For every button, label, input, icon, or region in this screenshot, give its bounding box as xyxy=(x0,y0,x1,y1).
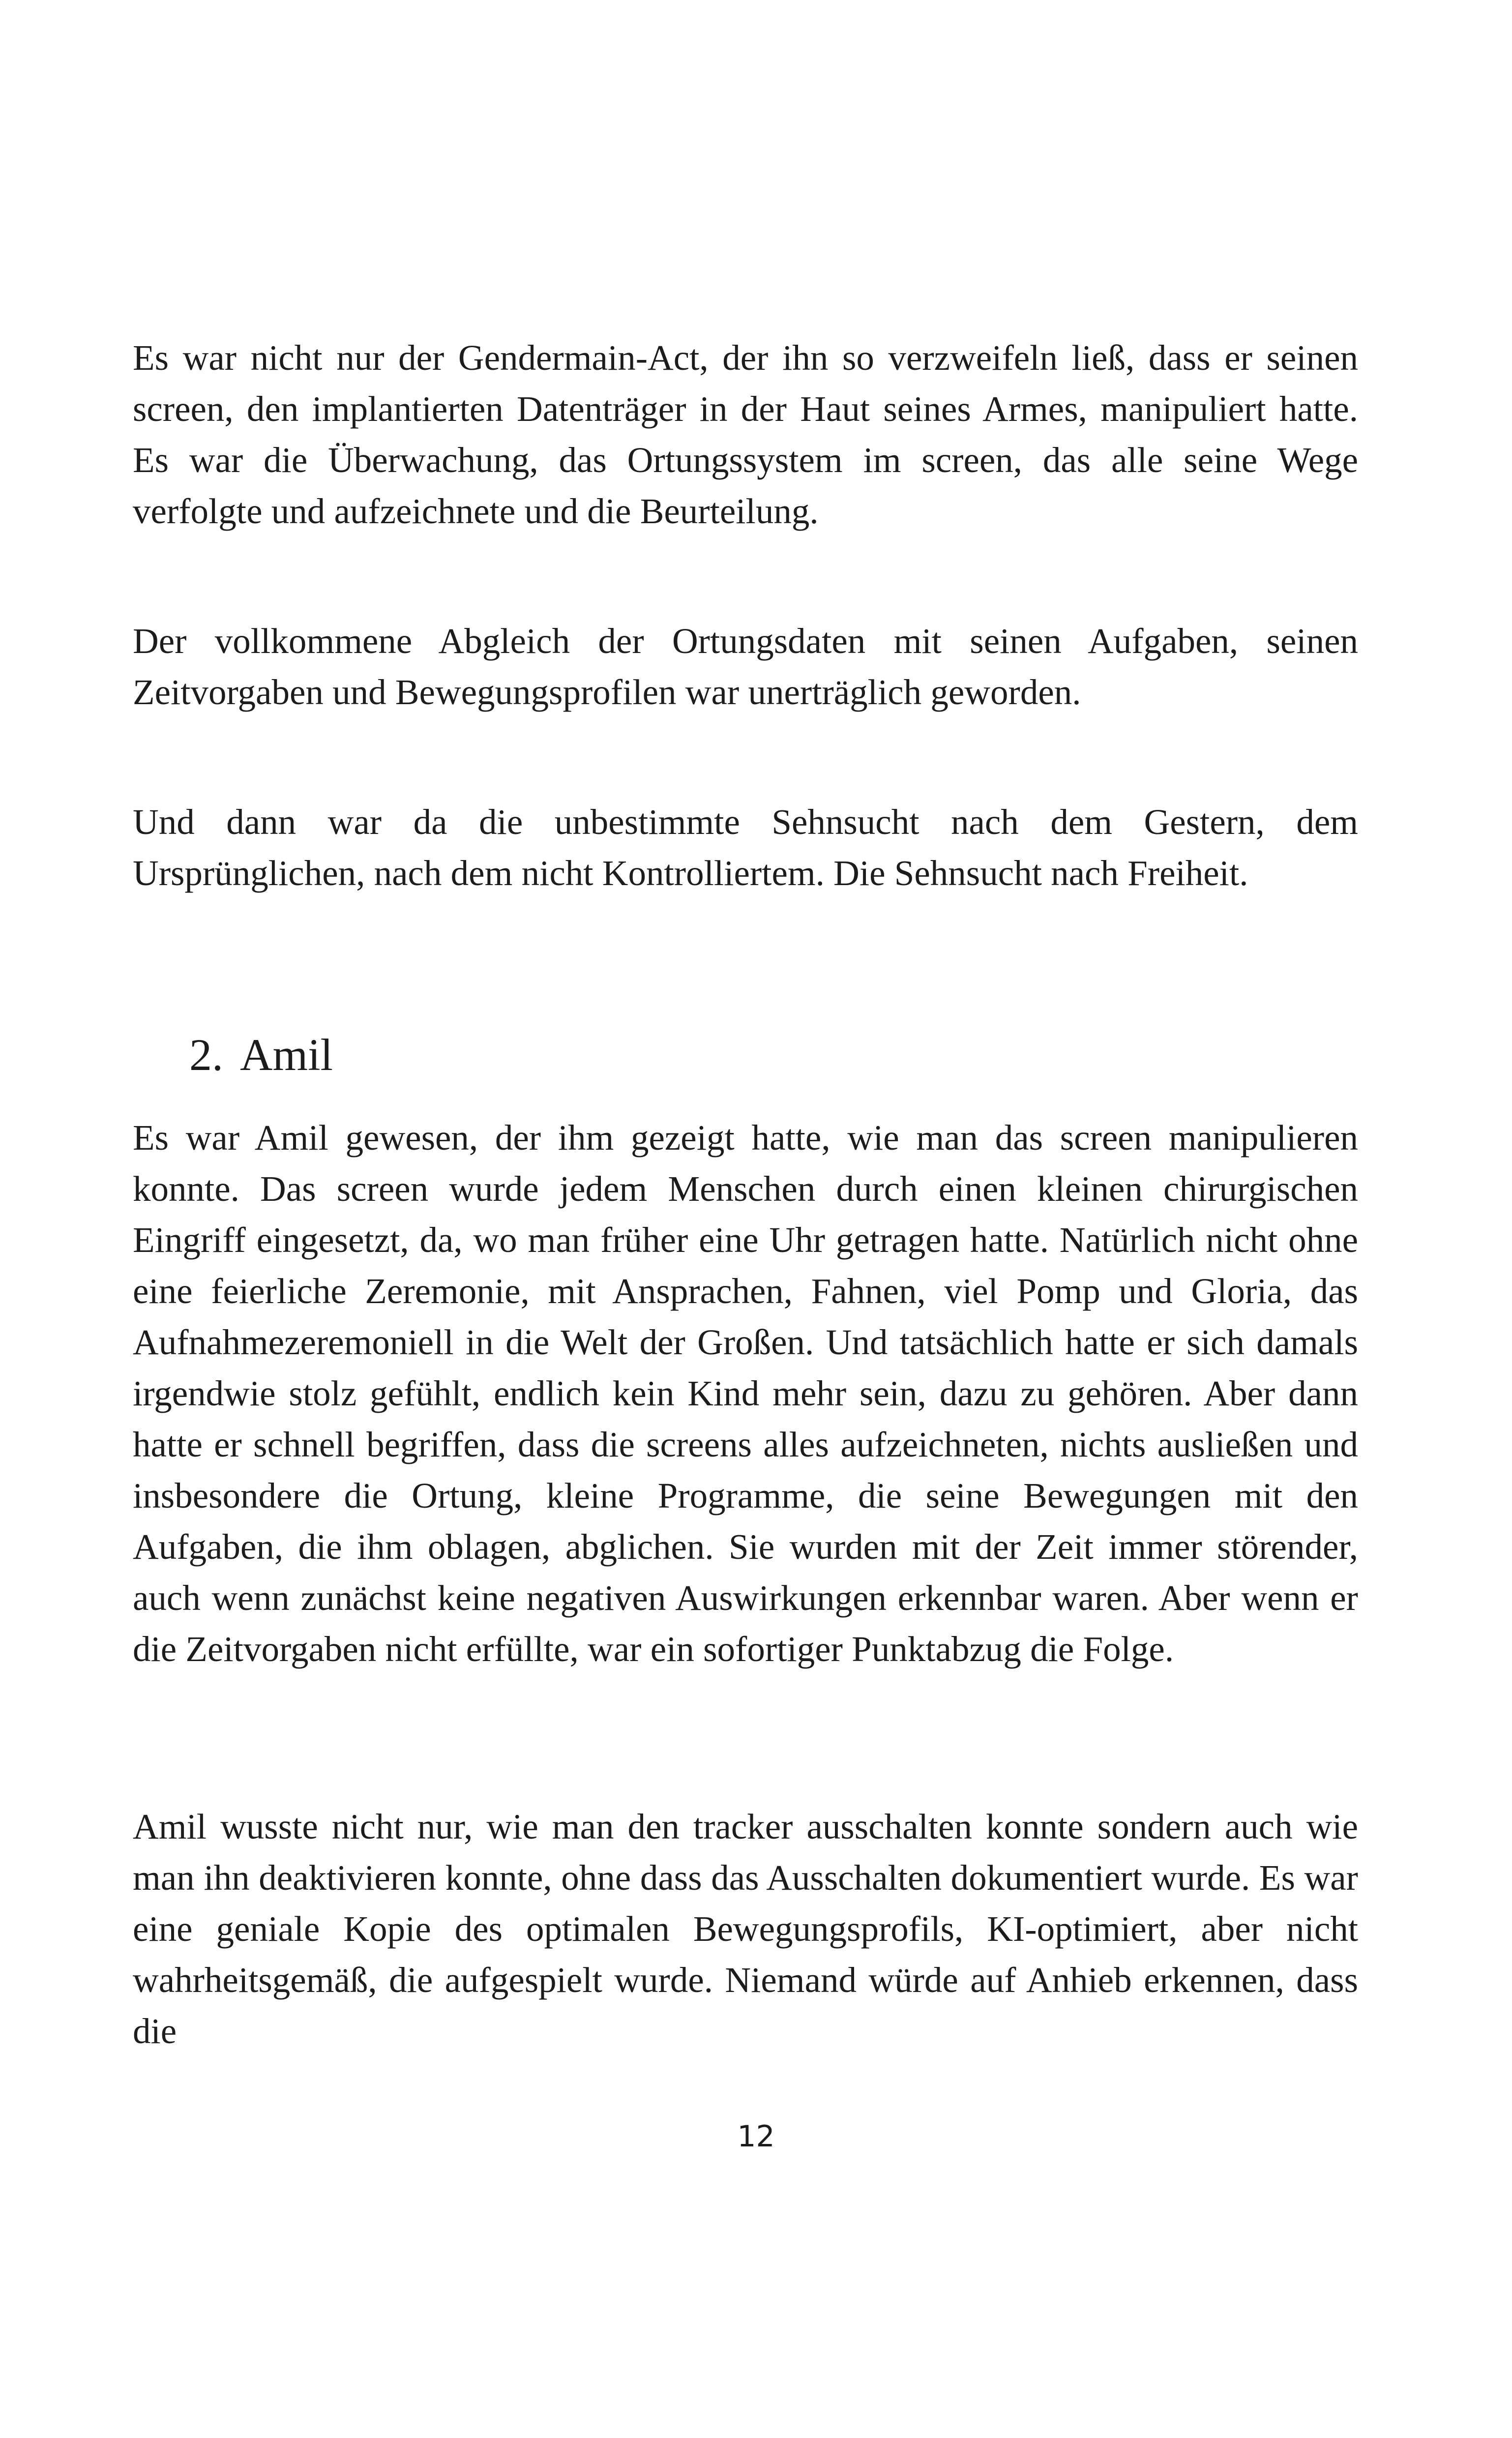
chapter-number: 2. xyxy=(189,1030,223,1080)
paragraph-amil-screen: Es war Amil gewesen, der ihm gezeigt hatte, wie man das screen manipulieren konnte. Das screen wurde jedem Menschen durch einen kleinen chirurgischen Eingriff eingesetzt, da, wo man früher eine Uhr getragen hatte. Natürlich nicht ohne eine feierliche Zeremonie, mit Ansprachen, Fahnen, viel Pomp und Gloria, das Aufnahmezeremoniell in die Welt der Großen. Und tatsächlich hatte er sich damals irgendwie stolz gefühlt, endlich kein Kind mehr sein, dazu zu gehören. Aber dann hatte er schnell begriffen, dass die screens alles aufzeichneten, nichts ausließen und insbesondere die Ortung, kleine Programme, die seine Bewegungen mit den Aufgaben, die ihm oblagen, abglichen. Sie wurden mit der Zeit immer störender, auch wenn zunächst keine negativen Auswirkungen erkennbar waren. Aber wenn er die Zeitvorgaben nicht erfüllte, war ein sofortiger Punktabzug die Folge. xyxy=(133,1118,1358,1669)
paragraph-longing: Und dann war da die unbestimmte Sehnsucht nach dem Gestern, dem Ursprünglichen, nach dem nicht Kontrolliertem. Die Sehnsucht nach Freiheit. xyxy=(133,802,1358,893)
chapter-heading xyxy=(189,1025,333,1084)
paragraph-surveillance: Es war nicht nur der Gendermain-Act, der ihn so verzweifeln ließ, dass er seinen screen, den implantierten Datenträger in der Haut seines Armes, manipuliert hatte. Es war die Überwachung, das Ortungssystem im screen, das alle seine Wege verfolgte und aufzeichnete und die Beurteilung. xyxy=(133,338,1358,531)
page-number: 12 xyxy=(737,2119,775,2154)
paragraph-data-matching: Der vollkommene Abgleich der Ortungsdaten mit seinen Aufgaben, seinen Zeitvorgaben und Bewegungsprofilen war unerträglich geworden. xyxy=(133,621,1358,712)
paragraph-amil-tracker: Amil wusste nicht nur, wie man den tracker ausschalten konnte sondern auch wie man ihn deaktivieren konnte, ohne dass das Ausschalten dokumentiert wurde. Es war eine geniale Kopie des optimalen Bewegungsprofils, KI-optimiert, aber nicht wahrheitsgemäß, die aufgespielt wurde. Niemand würde auf Anhieb erkennen, dass die xyxy=(133,1807,1358,2051)
chapter-title: Amil xyxy=(240,1030,333,1080)
